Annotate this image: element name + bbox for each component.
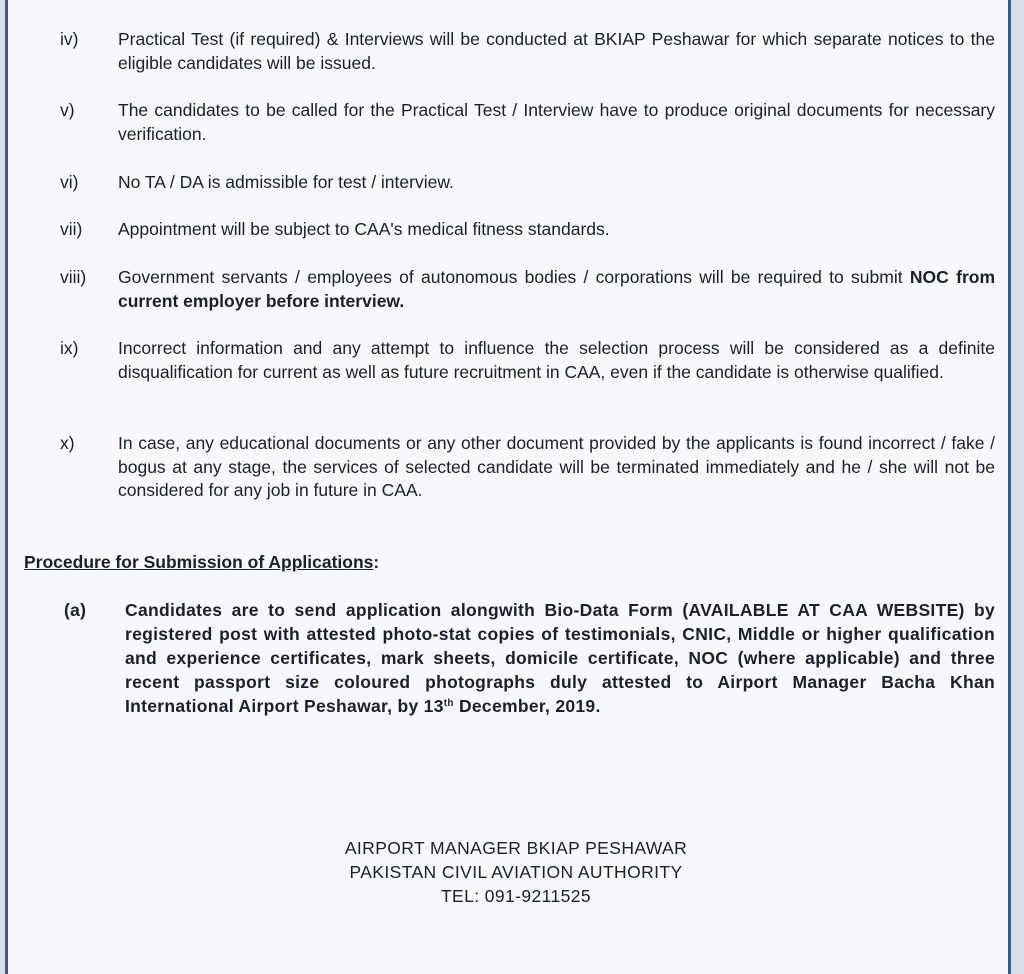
item-number: v): [60, 100, 75, 120]
list-item-x: [60, 432, 995, 503]
signature-line-1: AIRPORT MANAGER BKIAP PESHAWAR: [344, 838, 688, 858]
procedure-heading: [24, 551, 379, 574]
signature-line-2: PAKISTAN CIVIL AVIATION AUTHORITY: [349, 862, 683, 882]
item-number: vi): [60, 172, 79, 192]
list-item-vi: [60, 171, 995, 195]
procedure-text: [125, 598, 995, 718]
item-text: In case, any educational documents or any other document provided by the applicants is found incorrect / fake / bogus at any stage, the services of selected candidate will be terminated immediately and he / she will not be considered for any job in future in CAA.: [118, 433, 995, 500]
procedure-text-main: Candidates are to send application alongwith Bio-Data Form (AVAILABLE AT CAA WEBSITE) by registered post with attested photo-stat copies of testimonials, CNIC, Middle or higher qualification and experience certificates, mark sheets, domicile certificate, NOC (where applicable) and three recent passport size coloured photographs duly attested to Airport Manager Bacha Khan International Airport Peshawar, by 13: [125, 600, 995, 716]
item-number: (a): [64, 600, 87, 620]
item-text: No TA / DA is admissible for test / interview.: [118, 172, 454, 192]
list-item-ix: [60, 337, 995, 384]
item-text: Appointment will be subject to CAA's medical fitness standards.: [118, 219, 610, 239]
procedure-item-a: [64, 598, 995, 718]
procedure-text-end: December, 2019.: [453, 696, 601, 716]
procedure-heading-colon: :: [373, 552, 380, 572]
item-number: ix): [60, 338, 79, 358]
item-number: viii): [60, 267, 87, 287]
list-item-vii: [60, 218, 995, 242]
list-item-iv: [60, 28, 995, 75]
item-number: iv): [60, 29, 79, 49]
item-text: The candidates to be called for the Practical Test / Interview have to produce original documents for necessary verification.: [118, 100, 995, 144]
item-text: Practical Test (if required) & Interviews will be conducted at BKIAP Peshawar for which separate notices to the eligible candidates will be issued.: [118, 29, 995, 73]
list-item-viii: [60, 266, 995, 313]
item-number: x): [60, 433, 75, 453]
document-page: [5, 0, 1011, 974]
item-text-plain: Government servants / employees of autonomous bodies / corporations will be required to submit: [118, 267, 903, 287]
list-item-v: [60, 99, 995, 146]
item-number: vii): [60, 219, 83, 239]
procedure-heading-text: Procedure for Submission of Applications: [24, 552, 374, 572]
item-text-bold: NOC from current employer before interview.: [118, 267, 995, 311]
signature-line-3: TEL: 091-9211525: [440, 886, 592, 906]
item-text: [118, 266, 995, 313]
procedure-text-sup: th: [443, 698, 454, 709]
item-text: Incorrect information and any attempt to influence the selection process will be considered as a definite disqualification for current as well as future recruitment in CAA, even if the candidate is otherwise qualified.: [118, 338, 995, 382]
